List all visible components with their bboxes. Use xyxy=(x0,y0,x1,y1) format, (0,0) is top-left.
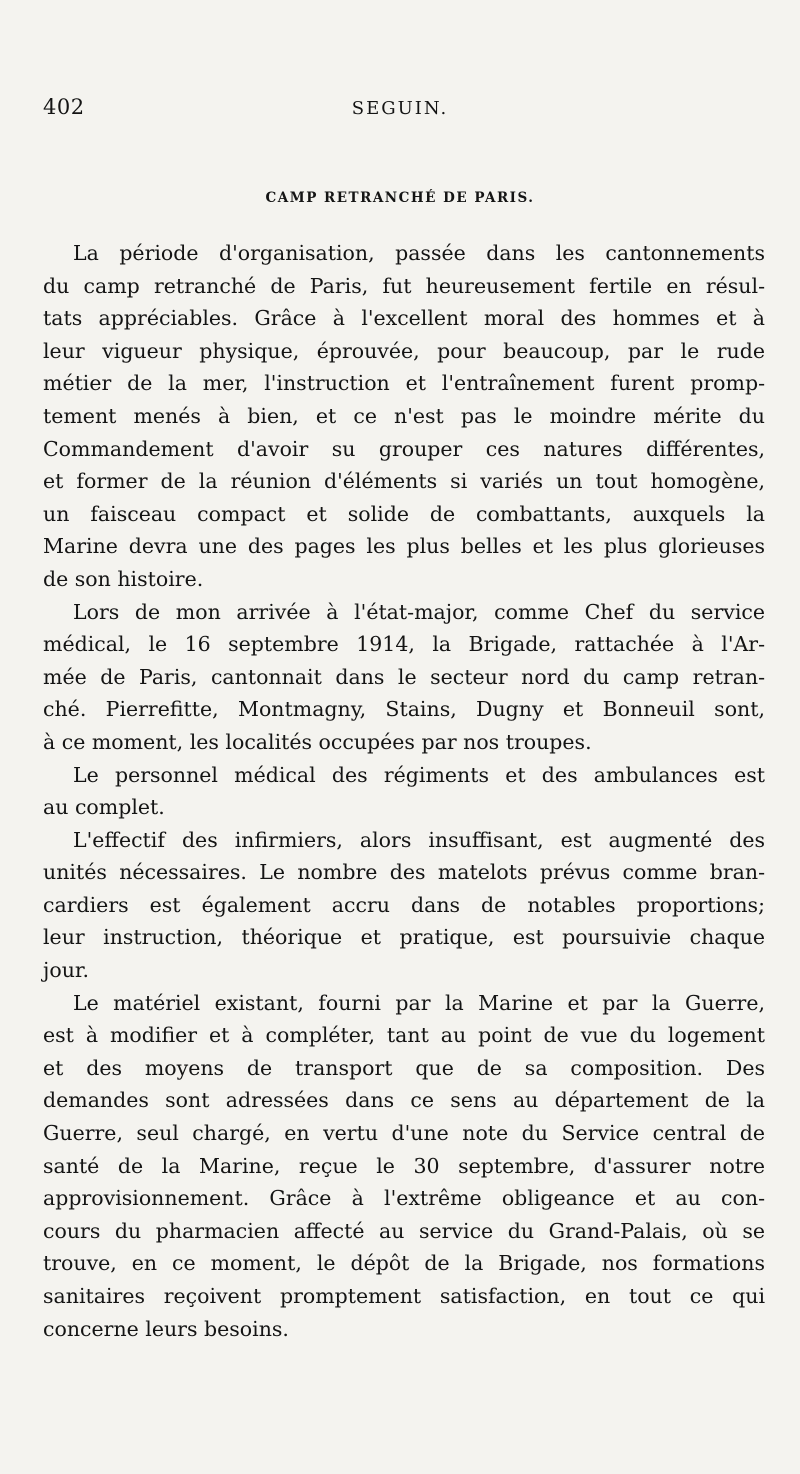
text-line: médical, le 16 septembre 1914, la Brigade, rattachée à l'Ar- xyxy=(43,632,765,657)
running-head: SEGUIN. xyxy=(351,98,449,119)
text-line: mée de Paris, cantonnait dans le secteur nord du camp retran- xyxy=(43,664,765,689)
text-line: et des moyens de transport que de sa composition. Des xyxy=(43,1055,765,1080)
text-line: métier de la mer, l'instruction et l'entraînement furent promp- xyxy=(43,371,765,396)
text-line: santé de la Marine, reçue le 30 septembre, d'assurer notre xyxy=(43,1153,765,1178)
text-line: sanitaires reçoivent promptement satisfaction, en tout ce qui xyxy=(43,1284,765,1308)
text-line: leur vigueur physique, éprouvée, pour beaucoup, par le rude xyxy=(43,338,765,363)
text-line: La période d'organisation, passée dans les cantonnements xyxy=(73,241,765,265)
text-line: Commandement d'avoir su grouper ces natures différentes, xyxy=(43,436,765,461)
text-line: trouve, en ce moment, le dépôt de la Brigade, nos formations xyxy=(43,1251,765,1276)
text-line: ché. Pierrefitte, Montmagny, Stains, Dugny et Bonneuil sont, xyxy=(43,697,765,722)
text-line: leur instruction, théorique et pratique, est poursuivie chaque xyxy=(43,925,765,950)
text-line: Le personnel médical des régiments et des ambulances est xyxy=(73,762,765,787)
text-line: à ce moment, les localités occupées par nos troupes. xyxy=(43,729,592,754)
text-line: cours du pharmacien affecté au service du Grand-Palais, où se xyxy=(43,1218,765,1243)
text-line: jour. xyxy=(43,958,89,983)
text-line: de son histoire. xyxy=(43,566,204,591)
text-line: est à modifier et à compléter, tant au point de vue du logement xyxy=(43,1023,765,1048)
text-line: du camp retranché de Paris, fut heureusement fertile en résul- xyxy=(43,273,765,298)
text-line: au complet. xyxy=(43,795,165,820)
text-line: un faisceau compact et solide de combattants, auxquels la xyxy=(43,501,765,526)
section-heading: CAMP RETRANCHÉ DE PARIS. xyxy=(265,190,535,206)
text-line: approvisionnement. Grâce à l'extrême obligeance et au con- xyxy=(43,1186,765,1211)
text-line: L'effectif des infirmiers, alors insuffisant, est augmenté des xyxy=(73,827,765,852)
text-line: tement menés à bien, et ce n'est pas le moindre mérite du xyxy=(43,403,765,428)
body-text xyxy=(43,237,765,1345)
text-line: tats appréciables. Grâce à l'excellent moral des hommes et à xyxy=(43,306,765,331)
text-line: Guerre, seul chargé, en vertu d'une note du Service central de xyxy=(43,1121,765,1146)
text-line: Marine devra une des pages les plus belles et les plus glorieuses xyxy=(43,534,765,559)
text-line: cardiers est également accru dans de notables proportions; xyxy=(43,892,765,917)
text-line: concerne leurs besoins. xyxy=(43,1316,289,1341)
text-line: et former de la réunion d'éléments si variés un tout homogène, xyxy=(43,469,765,494)
text-line: Lors de mon arrivée à l'état-major, comme Chef du service xyxy=(73,599,765,624)
text-line: demandes sont adressées dans ce sens au département de la xyxy=(43,1088,765,1113)
text-line: unités nécessaires. Le nombre des matelots prévus comme bran- xyxy=(43,860,765,885)
text-line: Le matériel existant, fourni par la Marine et par la Guerre, xyxy=(73,990,765,1015)
page-number: 402 xyxy=(43,95,85,119)
